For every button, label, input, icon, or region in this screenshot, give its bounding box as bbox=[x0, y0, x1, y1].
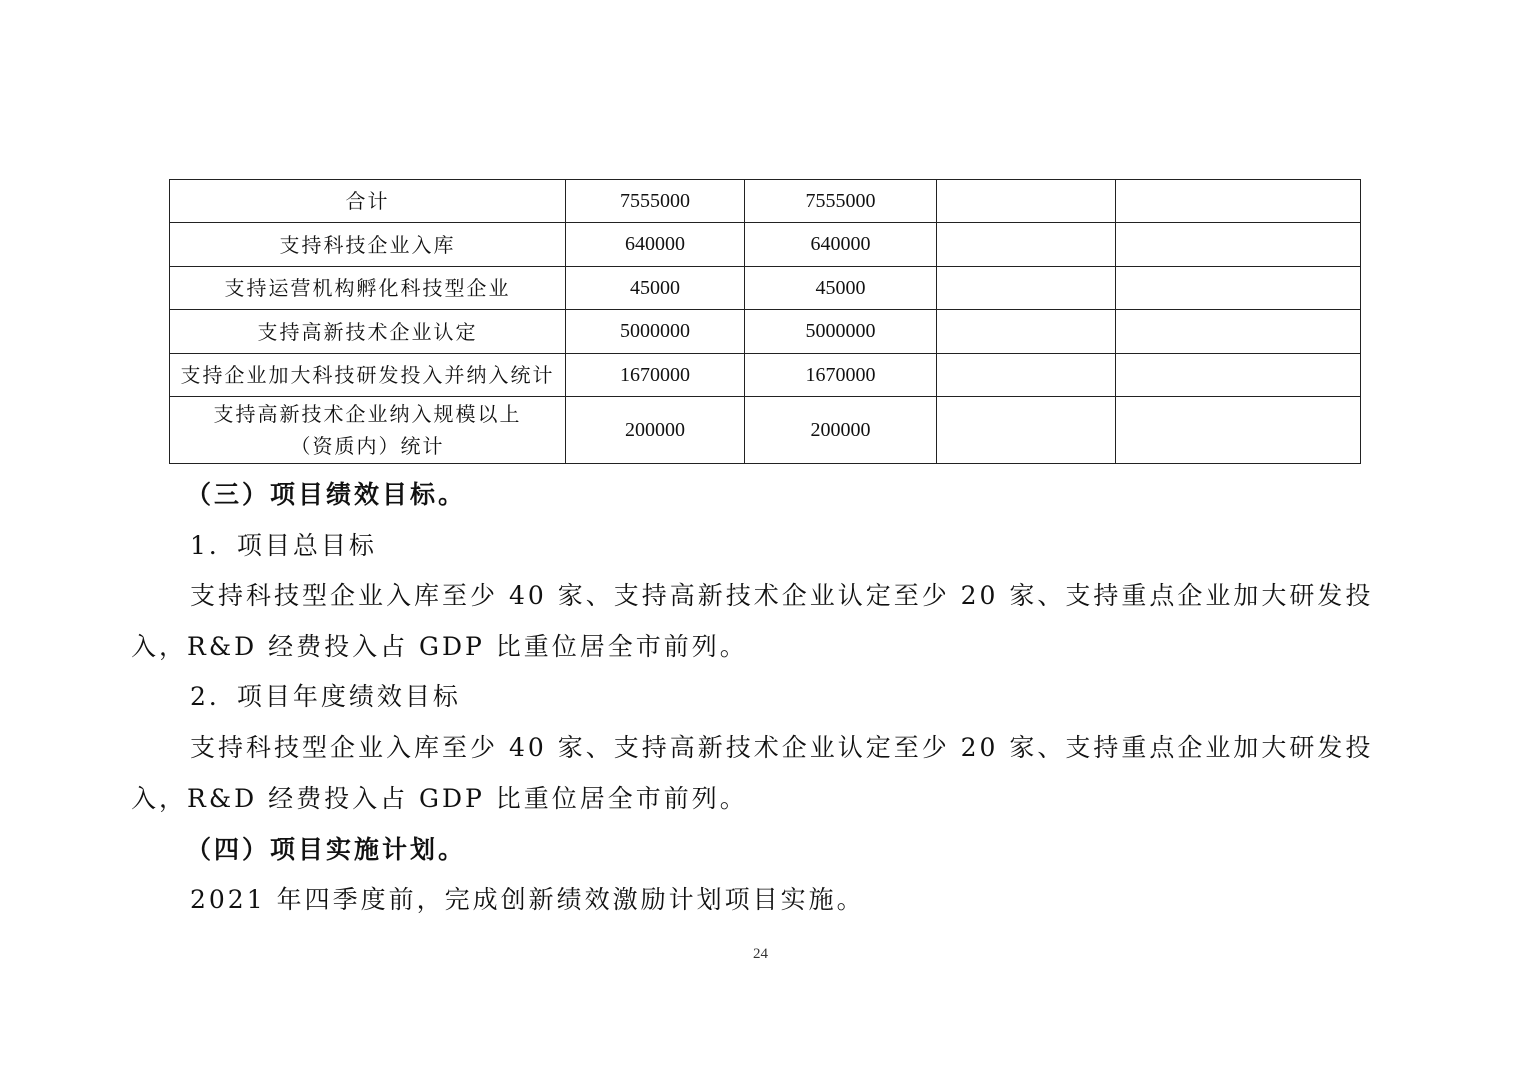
subsection-title: 2．项目年度绩效目标 bbox=[190, 682, 461, 711]
row-value: 200000 bbox=[745, 397, 937, 464]
row-name: 支持高新技术企业认定 bbox=[170, 310, 566, 354]
row-name-line: （资质内）统计 bbox=[290, 434, 445, 458]
page-number: 24 bbox=[753, 946, 768, 962]
row-name: 支持企业加大科技研发投入并纳入统计 bbox=[170, 354, 566, 397]
row-value: 640000 bbox=[745, 223, 937, 267]
row-empty-cell bbox=[937, 223, 1116, 267]
row-value: 1670000 bbox=[745, 354, 937, 397]
row-empty-cell bbox=[1116, 310, 1361, 354]
table-row bbox=[170, 397, 1361, 464]
row-value: 5000000 bbox=[745, 310, 937, 354]
table-row bbox=[170, 354, 1361, 397]
row-empty-cell bbox=[937, 180, 1116, 223]
table-row bbox=[170, 223, 1361, 267]
paragraph-text: 支持科技型企业入库至少 40 家、支持高新技术企业认定至少 20 家、支持重点企业加大研发投 bbox=[190, 581, 1374, 610]
row-empty-cell bbox=[1116, 180, 1361, 223]
row-name: 支持运营机构孵化科技型企业 bbox=[170, 267, 566, 310]
row-name: 支持科技企业入库 bbox=[170, 223, 566, 267]
paragraph-line: 2021 年四季度前，完成创新绩效激励计划项目实施。 bbox=[190, 885, 865, 914]
budget-table bbox=[169, 179, 1361, 464]
row-empty-cell bbox=[1116, 267, 1361, 310]
subsection-title: 1．项目总目标 bbox=[190, 531, 377, 560]
row-value: 45000 bbox=[745, 267, 937, 310]
row-value: 640000 bbox=[566, 223, 745, 267]
row-value: 7555000 bbox=[745, 180, 937, 223]
row-name: 合计 bbox=[170, 180, 566, 223]
table-row bbox=[170, 180, 1361, 223]
row-name-line: 支持高新技术企业纳入规模以上 bbox=[213, 402, 522, 426]
row-empty-cell bbox=[937, 354, 1116, 397]
paragraph-line: 入，R&D 经费投入占 GDP 比重位居全市前列。 bbox=[131, 632, 748, 661]
row-name bbox=[170, 397, 566, 464]
paragraph-text: 支持科技型企业入库至少 40 家、支持高新技术企业认定至少 20 家、支持重点企业加大研发投 bbox=[190, 733, 1374, 762]
section-heading: （三）项目绩效目标。 bbox=[186, 480, 467, 509]
paragraph-line: 入，R&D 经费投入占 GDP 比重位居全市前列。 bbox=[131, 784, 748, 813]
row-empty-cell bbox=[1116, 397, 1361, 464]
section-heading: （四）项目实施计划。 bbox=[186, 835, 467, 864]
row-value: 1670000 bbox=[566, 354, 745, 397]
row-empty-cell bbox=[937, 267, 1116, 310]
row-empty-cell bbox=[937, 310, 1116, 354]
table-row bbox=[170, 310, 1361, 354]
paragraph-line bbox=[190, 733, 1374, 763]
row-value: 45000 bbox=[566, 267, 745, 310]
table-row bbox=[170, 267, 1361, 310]
row-empty-cell bbox=[1116, 354, 1361, 397]
row-value: 200000 bbox=[566, 397, 745, 464]
row-value: 7555000 bbox=[566, 180, 745, 223]
row-value: 5000000 bbox=[566, 310, 745, 354]
row-empty-cell bbox=[937, 397, 1116, 464]
paragraph-line bbox=[190, 581, 1374, 611]
row-empty-cell bbox=[1116, 223, 1361, 267]
